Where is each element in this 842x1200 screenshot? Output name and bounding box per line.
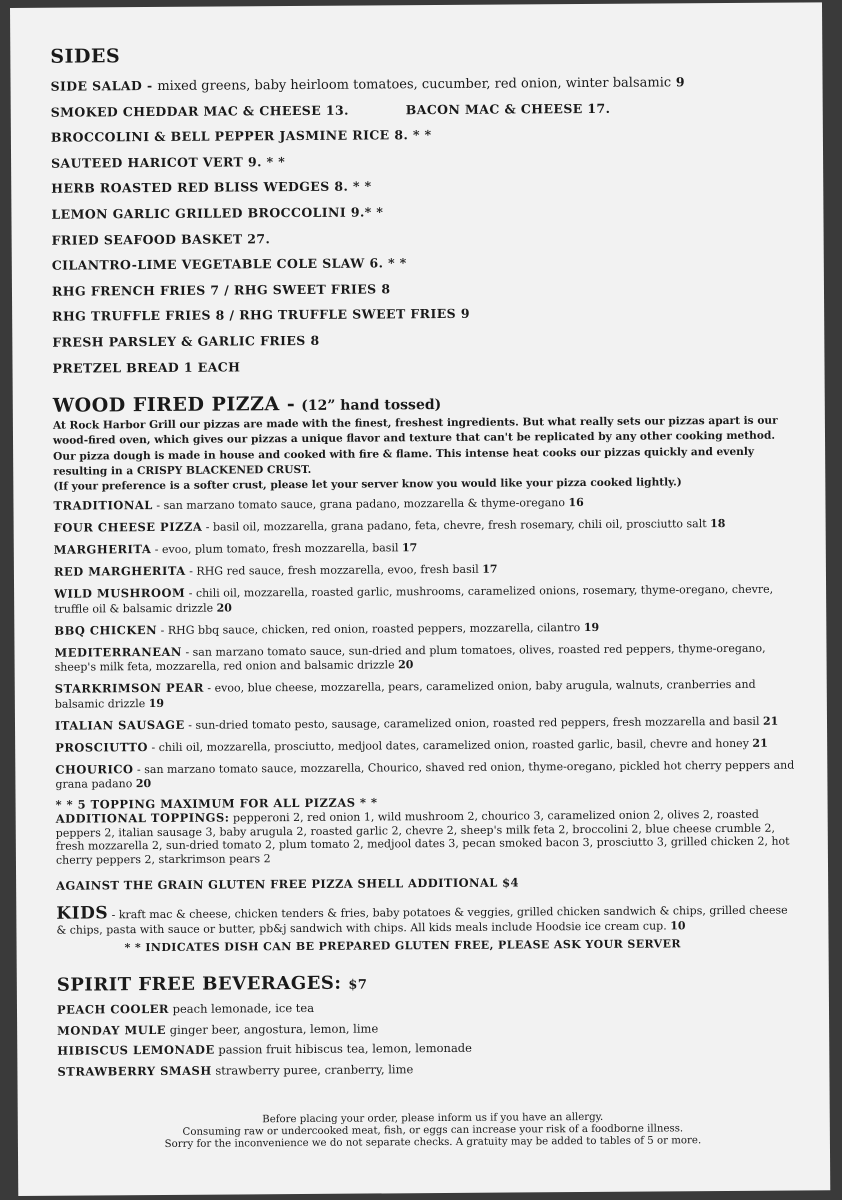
- bacon-mac: BACON MAC & CHEESE 17.: [405, 100, 611, 117]
- pizza-price: 20: [135, 777, 152, 791]
- kids-desc: kraft mac & cheese, chicken tenders & fries, baby potatoes & veggies, grilled chicken sandwich & chips, grilled cheese & chips, pasta with sauce or butter, pb&j sandwich with chips. All kids meals include Hoodsie ice cream cup.: [56, 903, 788, 938]
- kids-section: KIDS - kraft mac & cheese, chicken tenders & fries, baby potatoes & veggies, grilled chicken sandwich & chips, grilled cheese & chips, pasta with sauce or butter, pb&j sandwich with chips. All kids meals include Hoodsie ice cream cup. 10: [56, 903, 788, 938]
- gluten-free-note: * * INDICATES DISH CAN BE PREPARED GLUTEN FREE, PLEASE ASK YOUR SERVER: [124, 937, 681, 955]
- side-item: FRIED SEAFOOD BASKET 27.: [51, 230, 271, 248]
- pizza-desc: evoo, plum tomato, fresh mozzarella, basil: [161, 541, 399, 557]
- checks-gratuity-note: Sorry for the inconvenience we do not separate checks. A gratuity may be added to tables of 5 or more.: [164, 1135, 702, 1151]
- pizza-item: PROSCIUTTO - chili oil, mozzarella, prosciutto, medjool dates, caramelized onion, roasted garlic, basil, chevre and honey 21: [55, 736, 768, 755]
- pizza-desc: basil oil, mozzarella, grana padano, feta, chevre, fresh rosemary, chili oil, prosciutto salt: [212, 517, 707, 534]
- gluten-free-shell: AGAINST THE GRAIN GLUTEN FREE PIZZA SHELL ADDITIONAL $4: [56, 875, 519, 894]
- side-item: LEMON GARLIC GRILLED BROCCOLINI 9.* *: [51, 204, 384, 222]
- beverage-name: STRAWBERRY SMASH: [57, 1063, 212, 1079]
- side-salad-name: SIDE SALAD -: [50, 78, 153, 94]
- pizza-item: MARGHERITA - evoo, plum tomato, fresh mozzarella, basil 17: [53, 541, 418, 557]
- allergy-note: Before placing your order, please inform us if you have an allergy.: [262, 1111, 604, 1126]
- pizza-price: 20: [216, 601, 232, 615]
- pizza-name: MEDITERRANEAN: [54, 644, 182, 660]
- menu-page: [10, 2, 830, 1196]
- pizza-desc: chili oil, mozzarella, prosciutto, medjool dates, caramelized onion, roasted garlic, basil, chevre and honey: [158, 736, 749, 754]
- side-item: HERB ROASTED RED BLISS WEDGES 8. * *: [51, 178, 372, 197]
- beverage-desc: peach lemonade, ice tea: [172, 1001, 315, 1017]
- side-item: RHG FRENCH FRIES 7 / RHG SWEET FRIES 8: [51, 281, 391, 299]
- topping-max-note: * * 5 TOPPING MAXIMUM FOR ALL PIZZAS * *: [55, 795, 378, 813]
- foodborne-warning: Consuming raw or undercooked meat, fish, or eggs can increase your risk of a foodborne illness.: [182, 1123, 684, 1138]
- pizza-item: ITALIAN SAUSAGE - sun-dried tomato pesto, sausage, caramelized onion, roasted red peppers, fresh mozzarella and basil 21: [54, 714, 779, 733]
- side-salad-desc: mixed greens, baby heirloom tomatoes, cucumber, red onion, winter balsamic: [157, 75, 672, 94]
- side-item: CILANTRO-LIME VEGETABLE COLE SLAW 6. * *: [51, 255, 407, 273]
- pizza-item: RED MARGHERITA - RHG red sauce, fresh mozzarella, evoo, fresh basil 17: [53, 562, 498, 579]
- pizza-name: ITALIAN SAUSAGE: [54, 717, 185, 733]
- footer: [58, 1110, 808, 1152]
- pizza-item: WILD MUSHROOM - chili oil, mozzarella, roasted garlic, mushrooms, caramelized onions, rosemary, thyme-oregano, chevre, truffle oil & balsamic drizzle 20: [54, 582, 774, 616]
- pizza-item: BBQ CHICKEN - RHG bbq sauce, chicken, red onion, roasted peppers, mozzarella, cilantro 19: [54, 620, 600, 638]
- beverage-desc: passion fruit hibiscus tea, lemon, lemonade: [218, 1040, 473, 1057]
- pizza-desc: san marzano tomato sauce, sun-dried and plum tomatoes, olives, roasted red peppers, thyme-oregano, sheep's milk feta, mozzarella, red onion and balsamic drizzle: [54, 641, 766, 674]
- side-item: PRETZEL BREAD 1 EACH: [52, 358, 241, 376]
- side-salad-price: 9: [675, 74, 686, 90]
- beverage-name: HIBISCUS LEMONADE: [57, 1042, 215, 1058]
- beverage-name: PEACH COOLER: [56, 1002, 170, 1018]
- pizza-price: 19: [148, 696, 165, 710]
- pizza-item: CHOURICO - san marzano tomato sauce, mozzarella, Chourico, shaved red onion, thyme-oregano, pickled hot cherry peppers and grana padano 20: [55, 758, 795, 792]
- pizza-price: 17: [401, 541, 418, 555]
- side-salad-line: [50, 69, 794, 100]
- toppings-list: pepperoni 2, red onion 1, wild mushroom 2, chourico 3, caramelized onion 2, olives 2, roasted peppers 2, italian sausage 3, baby arugula 2, roasted garlic 2, chevre 2, sheep's milk feta 2, broccolini 2, blue cheese crumble 2, fresh mozzarella 2, sun-dried tomato 2, plum tomato 2, medjool dates 3, pecan smoked bacon 3, prosciutto 3, grilled chicken 2, hot cherry peppers 2, starkrimson pears 2: [55, 807, 790, 867]
- beverages-title: SPIRIT FREE BEVERAGES:: [56, 973, 342, 997]
- pizza-desc: sun-dried tomato pesto, sausage, caramelized onion, roasted red peppers, fresh mozzarella and basil: [195, 714, 760, 732]
- pizza-name: STARKRIMSON PEAR: [54, 680, 204, 696]
- pizza-name: RED MARGHERITA: [53, 563, 186, 579]
- pizza-name: CHOURICO: [55, 761, 134, 777]
- pizza-desc: evoo, blue cheese, mozzarella, pears, caramelized onion, baby arugula, walnuts, cranberries and balsamic drizzle: [54, 678, 756, 711]
- pizza-price: 18: [710, 517, 726, 531]
- pizza-price: 17: [482, 562, 498, 576]
- pizza-item: STARKRIMSON PEAR - evoo, blue cheese, mozzarella, pears, caramelized onion, baby arugula, walnuts, cranberries and balsamic drizzle 19: [54, 678, 756, 711]
- pizza-intro-note: (If your preference is a softer crust, please let your server know you would like your pizza cooked lightly.): [53, 476, 682, 493]
- pizza-intro-text: At Rock Harbor Grill our pizzas are made with the finest, freshest ingredients. But what really sets our pizzas apart is our wood-fired oven, which gives our pizzas a unique flavor and texture that can't be replicated by any other cooking method. Our pizza dough is made in house and cooked with fire & flame. This intense heat cooks our pizzas quickly and evenly resulting in a CRISPY BLACKENED CRUST.: [52, 414, 778, 478]
- pizza-name: TRADITIONAL: [53, 498, 153, 513]
- pizza-name: MARGHERITA: [53, 542, 152, 557]
- pizza-subtitle: (12” hand tossed): [301, 397, 442, 415]
- pizza-price: 21: [752, 736, 768, 750]
- pizza-name: BBQ CHICKEN: [54, 622, 158, 638]
- pizza-desc: san marzano tomato sauce, mozzarella, Chourico, shaved red onion, thyme-oregano, pickled hot cherry peppers and grana padano: [55, 758, 795, 792]
- pizza-price: 21: [762, 714, 779, 728]
- side-item: BROCCOLINI & BELL PEPPER JASMINE RICE 8. * *: [50, 127, 432, 145]
- pizza-desc: RHG red sauce, fresh mozzarella, evoo, fresh basil: [196, 562, 479, 578]
- pizza-item: TRADITIONAL - san marzano tomato sauce, grana padano, mozzarella & thyme-oregano 16: [53, 496, 584, 513]
- pizza-desc: chili oil, mozzarella, roasted garlic, mushrooms, caramelized onions, rosemary, thyme-oregano, chevre, truffle oil & balsamic drizzle: [54, 582, 774, 616]
- pizza-heading: [53, 390, 797, 417]
- pizza-name: PROSCIUTTO: [55, 739, 149, 755]
- beverage-desc: strawberry puree, cranberry, lime: [215, 1061, 414, 1078]
- beverage-name: MONDAY MULE: [57, 1022, 167, 1038]
- side-item: RHG TRUFFLE FRIES 8 / RHG TRUFFLE SWEET FRIES 9: [52, 306, 470, 325]
- pizza-desc: san marzano tomato sauce, grana padano, mozzarella & thyme-oregano: [163, 496, 566, 513]
- additional-toppings: [56, 794, 801, 867]
- pizza-intro: [53, 414, 794, 495]
- toppings-label: ADDITIONAL TOPPINGS:: [55, 810, 230, 826]
- pizza-name: WILD MUSHROOM: [54, 585, 186, 601]
- pizza-name: FOUR CHEESE PIZZA: [53, 519, 203, 535]
- pizza-title: WOOD FIRED PIZZA -: [52, 393, 296, 417]
- side-item: SAUTEED HARICOT VERT 9. * *: [51, 153, 286, 171]
- beverage-list: [57, 995, 802, 1082]
- pizza-item: MEDITERRANEAN - san marzano tomato sauce, sun-dried and plum tomatoes, olives, roasted red peppers, thyme-oregano, sheep's milk feta, mozzarella, red onion and balsamic drizzle 20: [54, 641, 766, 674]
- pizza-price: 20: [398, 658, 414, 672]
- sides-heading: SIDES: [50, 45, 121, 68]
- pizza-price: 16: [568, 496, 584, 510]
- pizza-item: FOUR CHEESE PIZZA - basil oil, mozzarella, grana padano, feta, chevre, fresh rosemary, chili oil, prosciutto salt 18: [53, 517, 726, 535]
- kids-title: KIDS: [56, 903, 109, 925]
- beverage-desc: ginger beer, angostura, lemon, lime: [169, 1021, 379, 1037]
- beverages-price: $7: [348, 977, 368, 993]
- beverages-heading: [57, 970, 801, 996]
- pizza-desc: RHG bbq sauce, chicken, red onion, roasted peppers, mozzarella, cilantro: [167, 620, 581, 637]
- kids-price: 10: [670, 919, 686, 933]
- smoked-cheddar-mac: SMOKED CHEDDAR MAC & CHEESE 13.: [50, 102, 349, 120]
- side-item: FRESH PARSLEY & GARLIC FRIES 8: [52, 332, 320, 350]
- pizza-price: 19: [583, 620, 600, 634]
